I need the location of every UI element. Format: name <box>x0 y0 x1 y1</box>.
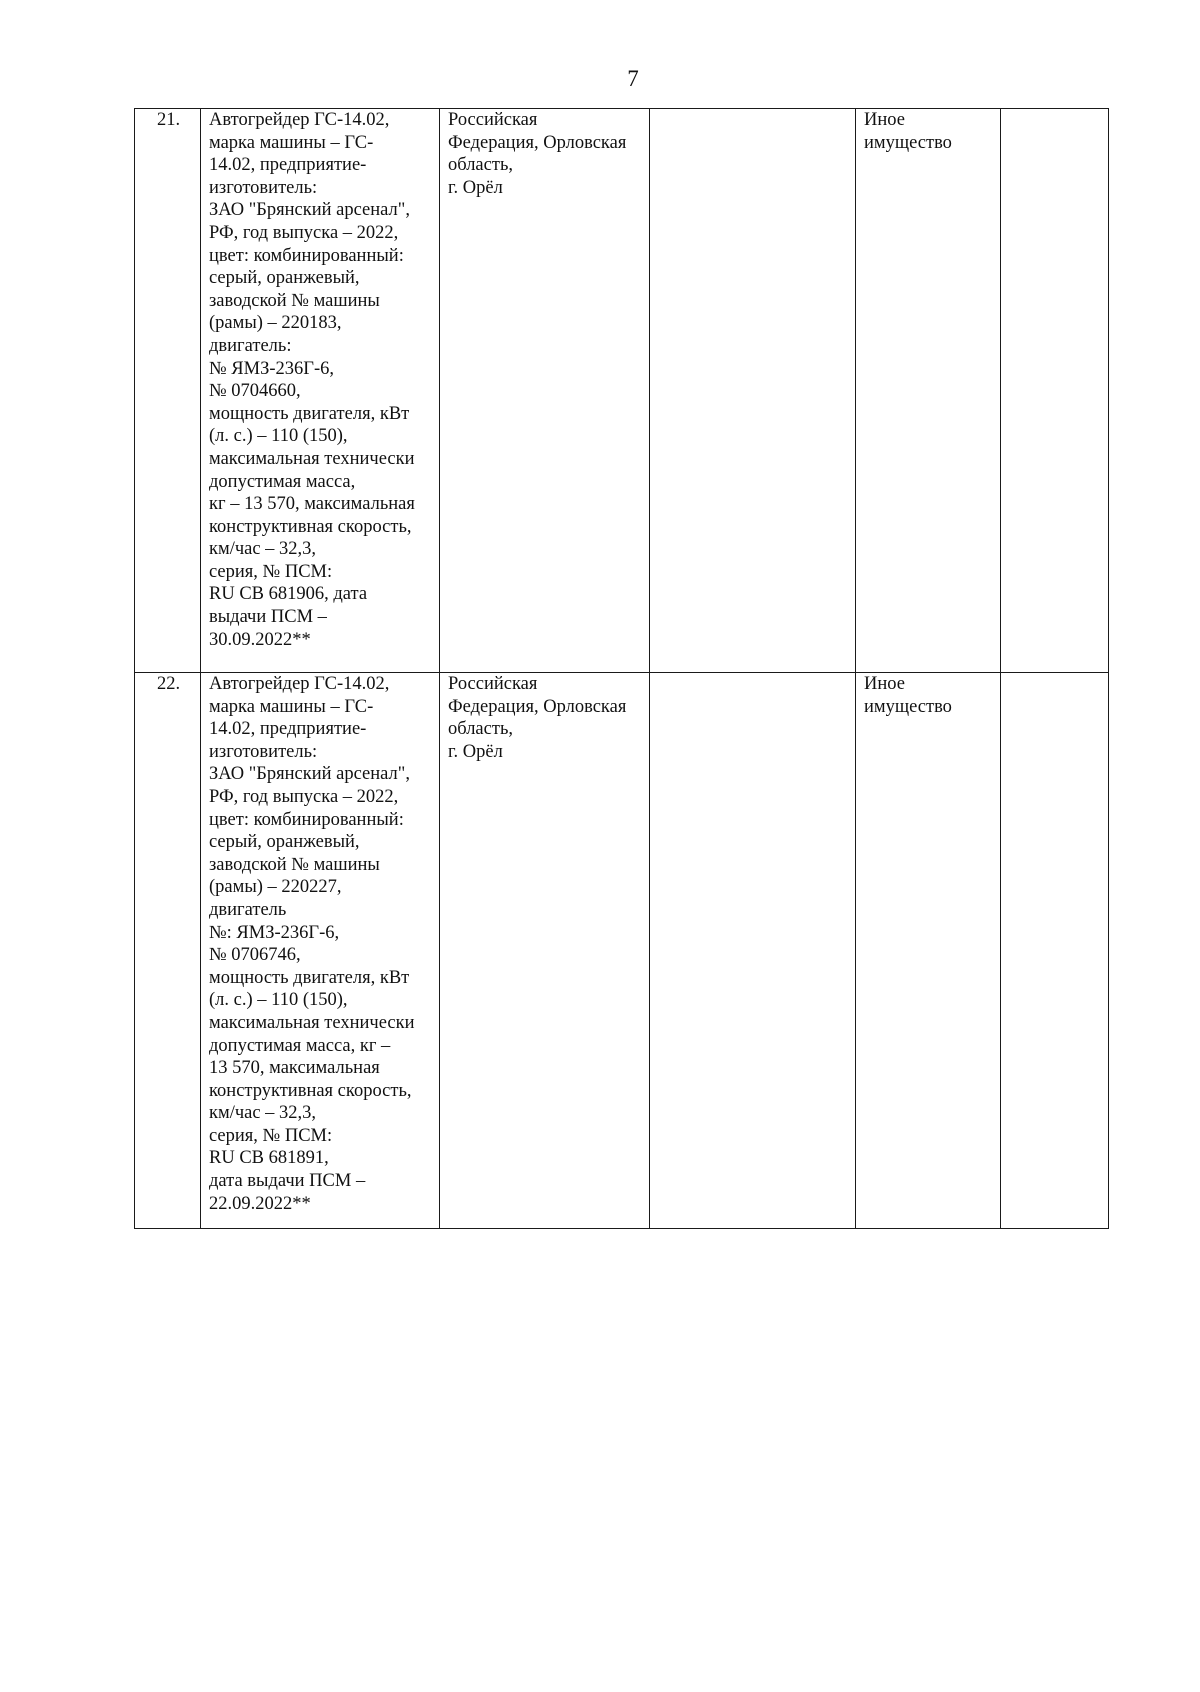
table-row <box>135 673 1109 1229</box>
row-number: 21. <box>135 109 201 673</box>
vehicle-description: Автогрейдер ГС-14.02, марка машины – ГС- 14.02, предприятие- изготовитель: ЗАО "Брянский арсенал", РФ, год выпуска – 2022, цвет: комбинированный: серый, оранжевый, заводской № машины (рамы) – 220227, двигатель №: ЯМЗ-236Г-6, № 0706746, мощность двигателя, кВт (л. с.) – 110 (150), максимальная технически допустимая масса, кг – 13 570, максимальная конструктивная скорость, км/час – 32,3, серия, № ПСМ: RU СВ 681891, дата выдачи ПСМ – 22.09.2022** <box>201 673 440 1229</box>
page-number: 7 <box>627 66 639 91</box>
table-row <box>135 109 1109 673</box>
empty-cell <box>1001 109 1109 673</box>
property-category: Иное имущество <box>856 109 1001 673</box>
property-table <box>134 108 1109 1229</box>
property-category: Иное имущество <box>856 673 1001 1229</box>
empty-cell <box>650 109 856 673</box>
empty-cell <box>1001 673 1109 1229</box>
vehicle-location: Российская Федерация, Орловская область, г. Орёл <box>440 673 650 1229</box>
empty-cell <box>650 673 856 1229</box>
vehicle-location: Российская Федерация, Орловская область, г. Орёл <box>440 109 650 673</box>
row-number: 22. <box>135 673 201 1229</box>
vehicle-description: Автогрейдер ГС-14.02, марка машины – ГС- 14.02, предприятие- изготовитель: ЗАО "Брянский арсенал", РФ, год выпуска – 2022, цвет: комбинированный: серый, оранжевый, заводской № машины (рамы) – 220183, двигатель: № ЯМЗ-236Г-6, № 0704660, мощность двигателя, кВт (л. с.) – 110 (150), максимальная технически допустимая масса, кг – 13 570, максимальная конструктивная скорость, км/час – 32,3, серия, № ПСМ: RU СВ 681906, дата выдачи ПСМ – 30.09.2022** <box>201 109 440 673</box>
